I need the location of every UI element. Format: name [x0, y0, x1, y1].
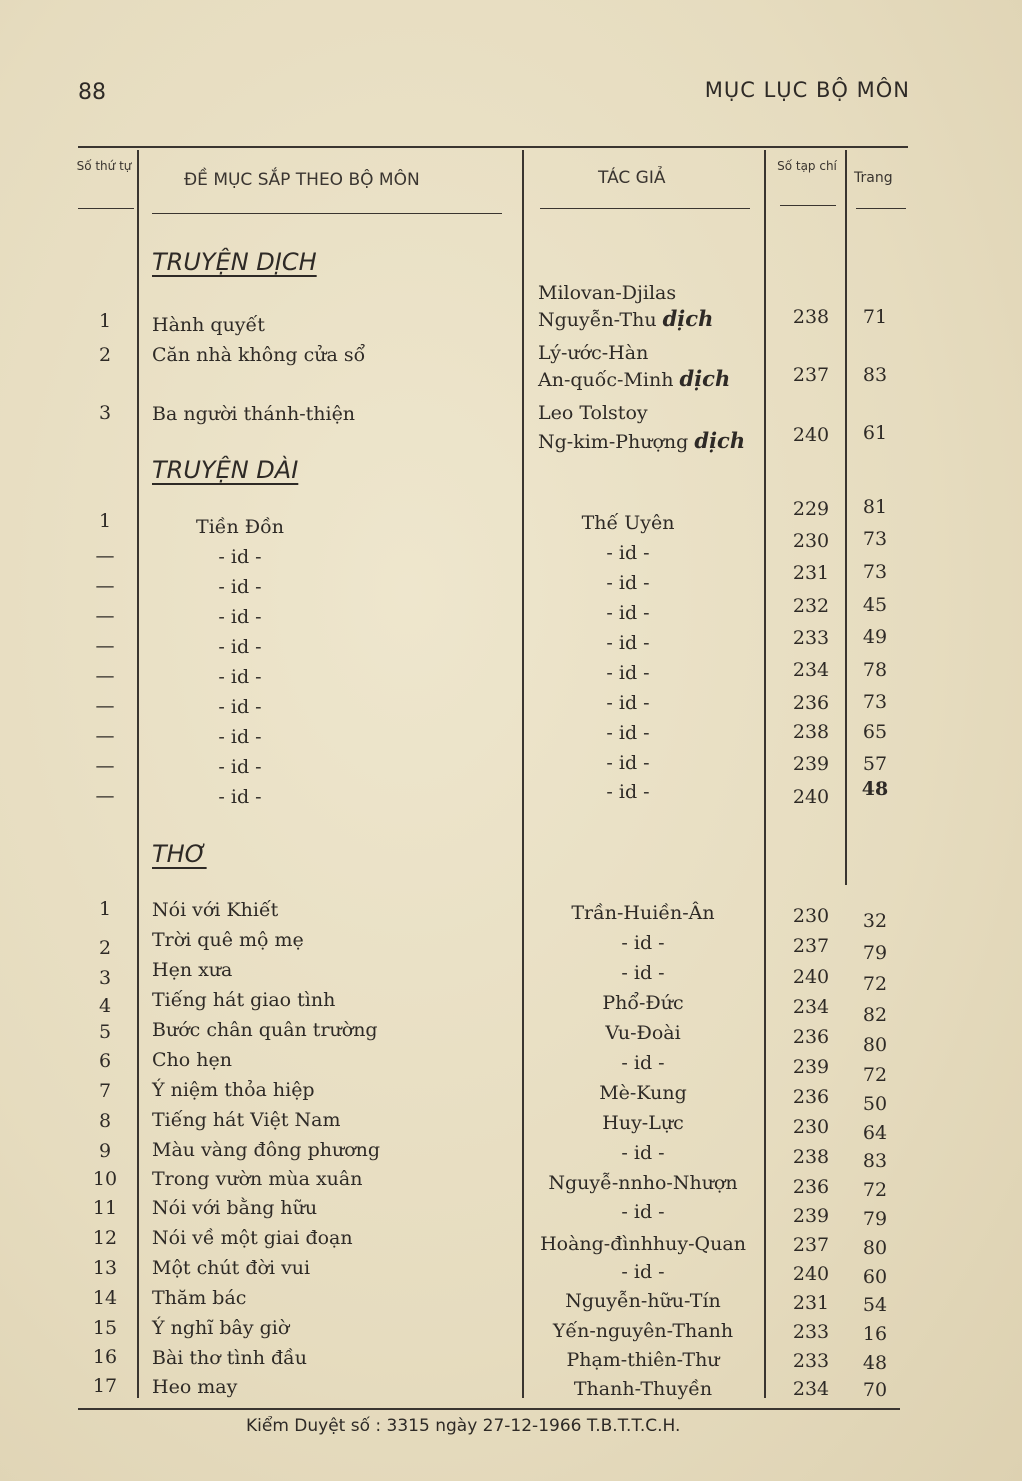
- header-underline-page: [856, 208, 906, 209]
- row-issue: 231: [792, 1292, 830, 1314]
- row-page: 71: [862, 306, 888, 328]
- page-title: MỤC LỤC BỘ MÔN: [704, 78, 910, 102]
- row-number: 17: [92, 1375, 118, 1397]
- row-title: - id -: [218, 756, 262, 778]
- row-number: 8: [98, 1110, 112, 1132]
- row-title: Hành quyết: [152, 314, 265, 336]
- row-page: 70: [862, 1379, 888, 1401]
- header-underline-no: [78, 208, 134, 209]
- row-page: 64: [862, 1122, 888, 1144]
- row-page: 61: [862, 422, 888, 444]
- row-page: 45: [862, 594, 888, 616]
- row-author-original: Lý-ước-Hàn: [538, 342, 649, 364]
- row-title: Một chút đời vui: [152, 1257, 311, 1279]
- column-divider-3: [764, 150, 766, 1398]
- row-page: 80: [862, 1237, 888, 1259]
- table-top-rule: [78, 146, 908, 148]
- row-number: —: [95, 725, 115, 747]
- row-author: - id -: [606, 692, 650, 714]
- row-issue: 240: [792, 966, 830, 988]
- row-author: - id -: [606, 572, 650, 594]
- column-header-no: Số thứ tự: [76, 159, 132, 173]
- row-author: Nguyễ-nnho-Nhượn: [548, 1172, 738, 1194]
- row-title: Nói về một giai đoạn: [152, 1227, 353, 1249]
- row-title: Trời quê mộ mẹ: [152, 929, 304, 951]
- row-number: 16: [92, 1346, 118, 1368]
- row-title: Nói với bằng hữu: [152, 1197, 318, 1219]
- row-number: 9: [98, 1140, 112, 1162]
- row-number: 6: [98, 1050, 112, 1072]
- row-issue: 230: [792, 905, 830, 927]
- header-underline-author: [540, 208, 750, 209]
- row-number: 1: [98, 510, 112, 532]
- row-page: 73: [862, 561, 888, 583]
- row-number: —: [95, 545, 115, 567]
- row-issue: 240: [792, 1263, 830, 1285]
- page-number: 88: [78, 80, 106, 105]
- row-issue: 240: [792, 424, 830, 446]
- row-page: 72: [862, 1179, 888, 1201]
- row-page: 16: [862, 1323, 888, 1345]
- row-title: Cho hẹn: [152, 1049, 232, 1071]
- row-page: 80: [862, 1034, 888, 1056]
- row-number: —: [95, 785, 115, 807]
- row-title: Ý nghĩ bây giờ: [152, 1317, 290, 1339]
- row-title: Trong vườn mùa xuân: [152, 1168, 363, 1190]
- row-number: —: [95, 665, 115, 687]
- row-author: - id -: [621, 932, 665, 954]
- row-page: 57: [862, 753, 888, 775]
- row-author: Hoàng-đìnhhuy-Quan: [540, 1233, 746, 1255]
- row-title: Ba người thánh-thiện: [152, 403, 356, 425]
- row-page: 48: [862, 1352, 888, 1374]
- row-issue: 237: [792, 935, 830, 957]
- column-header-issue: Số tạp chí: [777, 159, 837, 173]
- row-number: 15: [92, 1317, 118, 1339]
- row-author-translator: Ng-kim-Phượng dịch: [538, 428, 746, 453]
- row-issue: 236: [792, 1086, 830, 1108]
- row-page: 72: [862, 973, 888, 995]
- row-author: Nguyễn-hữu-Tín: [565, 1290, 721, 1312]
- row-author: Mè-Kung: [599, 1082, 687, 1104]
- row-issue: 236: [792, 692, 830, 714]
- row-issue: 229: [792, 498, 830, 520]
- row-title: Tiếng hát giao tình: [152, 989, 336, 1011]
- row-title: - id -: [218, 786, 262, 808]
- column-divider-1: [137, 150, 139, 1398]
- row-author: - id -: [621, 1261, 665, 1283]
- row-number: 1: [98, 898, 112, 920]
- row-title: Heo may: [152, 1376, 238, 1398]
- row-title: Nói với Khiết: [152, 899, 279, 921]
- row-number: 3: [98, 402, 112, 424]
- row-issue: 237: [792, 1234, 830, 1256]
- row-author-translator: Nguyễn-Thu dịch: [538, 306, 714, 331]
- table-bottom-rule: [78, 1408, 900, 1410]
- row-author: - id -: [621, 962, 665, 984]
- row-author: Huy-Lực: [602, 1112, 684, 1134]
- row-author-translator: An-quốc-Minh dịch: [538, 366, 731, 391]
- row-number: 4: [98, 995, 112, 1017]
- row-page: 73: [862, 691, 888, 713]
- row-number: —: [95, 755, 115, 777]
- column-header-author: TÁC GIẢ: [598, 168, 666, 188]
- row-title: - id -: [218, 666, 262, 688]
- row-page: 50: [862, 1093, 888, 1115]
- row-number: 2: [98, 937, 112, 959]
- row-number: 10: [92, 1168, 118, 1190]
- row-issue: 236: [792, 1176, 830, 1198]
- row-title: Thăm bác: [152, 1287, 247, 1309]
- row-author: Thanh-Thuyền: [573, 1378, 713, 1400]
- row-title: Hẹn xưa: [152, 959, 233, 981]
- row-number: 3: [98, 967, 112, 989]
- row-number: 13: [92, 1257, 118, 1279]
- row-title: Màu vàng đông phương: [152, 1139, 381, 1161]
- row-issue: 233: [792, 1321, 830, 1343]
- row-author: Vu-Đoài: [605, 1022, 681, 1044]
- row-title: Bài thơ tình đầu: [152, 1347, 308, 1369]
- section-truyen-dai: TRUYỆN DÀI: [152, 456, 299, 484]
- row-author: Trần-Huiền-Ân: [571, 902, 715, 924]
- row-title: - id -: [218, 636, 262, 658]
- row-page: 54: [862, 1294, 888, 1316]
- row-number: 11: [92, 1197, 118, 1219]
- row-issue: 234: [792, 996, 830, 1018]
- row-author: - id -: [621, 1052, 665, 1074]
- row-page: 32: [862, 910, 888, 932]
- header-underline-title: [152, 213, 502, 214]
- row-author-original: Milovan-Djilas: [538, 282, 677, 304]
- row-issue: 230: [792, 1116, 830, 1138]
- row-author: - id -: [606, 542, 650, 564]
- row-title: - id -: [218, 606, 262, 628]
- row-page: 60: [862, 1266, 888, 1288]
- row-issue: 236: [792, 1026, 830, 1048]
- row-number: 12: [92, 1227, 118, 1249]
- row-issue: 238: [792, 1146, 830, 1168]
- row-number: 2: [98, 344, 112, 366]
- row-author: - id -: [606, 722, 650, 744]
- row-title: Tiền Đồn: [196, 516, 284, 538]
- row-issue: 238: [792, 306, 830, 328]
- row-page: 79: [862, 1208, 888, 1230]
- row-author: - id -: [606, 662, 650, 684]
- row-author: - id -: [621, 1201, 665, 1223]
- row-title: - id -: [218, 726, 262, 748]
- row-number: —: [95, 635, 115, 657]
- row-author: - id -: [621, 1142, 665, 1164]
- row-author: - id -: [606, 781, 650, 803]
- column-header-page: Trang: [854, 170, 893, 186]
- row-title: - id -: [218, 696, 262, 718]
- row-number: 5: [98, 1021, 112, 1043]
- row-page: 48: [861, 778, 889, 800]
- row-issue: 239: [792, 1056, 830, 1078]
- row-title: - id -: [218, 546, 262, 568]
- row-page: 49: [862, 626, 888, 648]
- row-author: - id -: [606, 602, 650, 624]
- row-page: 65: [862, 721, 888, 743]
- column-divider-2: [522, 150, 524, 1398]
- row-author: Phạm-thiên-Thư: [566, 1349, 720, 1371]
- row-issue: 233: [792, 1350, 830, 1372]
- row-page: 72: [862, 1064, 888, 1086]
- row-page: 82: [862, 1004, 888, 1026]
- row-page: 83: [862, 364, 888, 386]
- row-number: —: [95, 575, 115, 597]
- row-issue: 230: [792, 530, 830, 552]
- row-author: Phổ-Đức: [602, 992, 684, 1014]
- row-page: 83: [862, 1150, 888, 1172]
- row-title: Ý niệm thỏa hiệp: [152, 1079, 315, 1101]
- row-author: - id -: [606, 632, 650, 654]
- row-page: 73: [862, 528, 888, 550]
- row-issue: 231: [792, 562, 830, 584]
- row-number: 14: [92, 1287, 118, 1309]
- row-issue: 234: [792, 1378, 830, 1400]
- censorship-footer: Kiểm Duyệt số : 3315 ngày 27-12-1966 T.B.T.T.C.H.: [246, 1416, 681, 1436]
- row-number: 1: [98, 310, 112, 332]
- row-issue: 234: [792, 659, 830, 681]
- row-issue: 240: [792, 786, 830, 808]
- row-issue: 239: [792, 1205, 830, 1227]
- row-author-original: Leo Tolstoy: [538, 402, 648, 424]
- row-page: 79: [862, 942, 888, 964]
- section-truyen-dich: TRUYỆN DỊCH: [152, 248, 317, 276]
- row-title: Bước chân quân trường: [152, 1019, 378, 1041]
- row-issue: 238: [792, 721, 830, 743]
- row-author: Yến-nguyên-Thanh: [552, 1320, 734, 1342]
- row-issue: 232: [792, 595, 830, 617]
- column-header-title: ĐỀ MỤC SẮP THEO BỘ MÔN: [184, 170, 420, 190]
- row-issue: 237: [792, 364, 830, 386]
- row-author: Thế Uyên: [581, 512, 675, 534]
- header-underline-issue: [780, 205, 836, 206]
- row-issue: 233: [792, 627, 830, 649]
- row-page: 78: [862, 659, 888, 681]
- row-title: Căn nhà không cửa sổ: [152, 344, 366, 366]
- row-number: —: [95, 605, 115, 627]
- row-number: 7: [98, 1080, 112, 1102]
- section-tho: THƠ: [152, 840, 207, 868]
- row-title: Tiếng hát Việt Nam: [152, 1109, 341, 1131]
- row-author: - id -: [606, 752, 650, 774]
- row-page: 81: [862, 496, 888, 518]
- row-issue: 239: [792, 753, 830, 775]
- row-number: —: [95, 695, 115, 717]
- row-title: - id -: [218, 576, 262, 598]
